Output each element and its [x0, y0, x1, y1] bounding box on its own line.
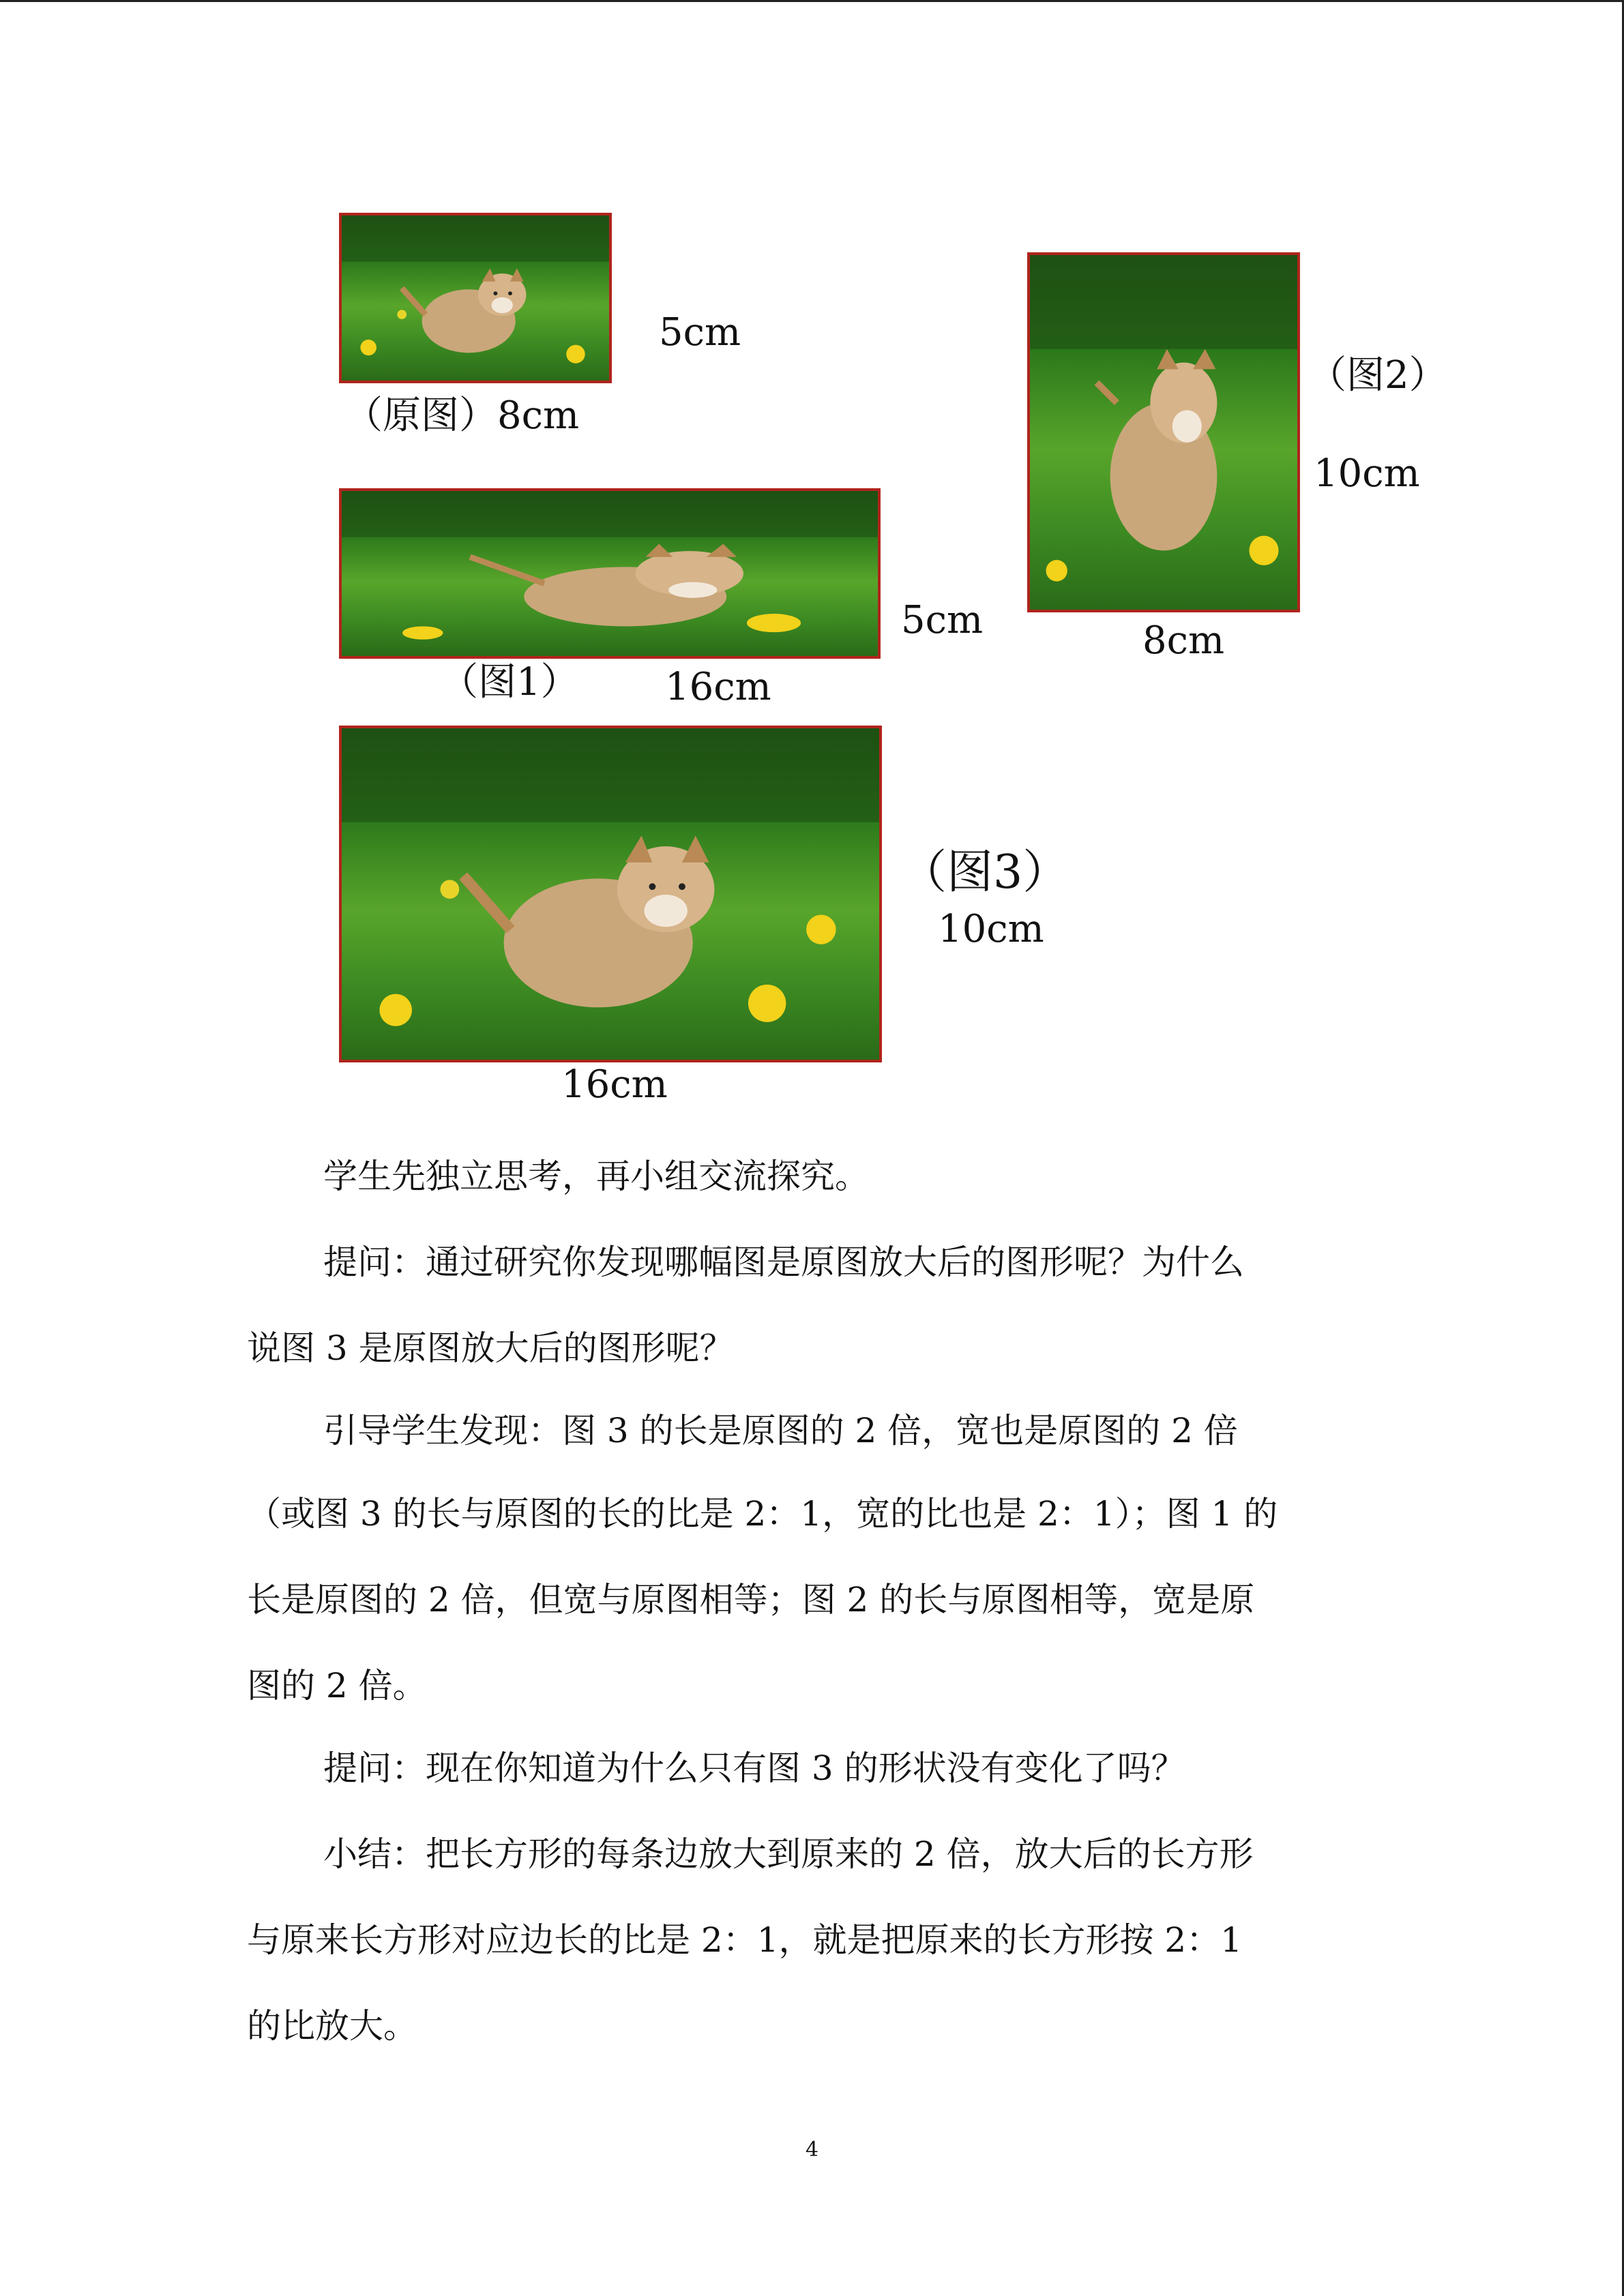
puppy-image-scaled [342, 728, 879, 1060]
fig1-caption: （图1） [440, 660, 579, 704]
paragraph-3: 引导学生发现：图 3 的长是原图的 2 倍，宽也是原图的 2 倍 [323, 1411, 1238, 1450]
paragraph-3-line2: （或图 3 的长与原图的长的比是 2：1，宽的比也是 2：1）；图 1 的 [247, 1494, 1278, 1534]
original-height-label: 5cm [659, 310, 741, 355]
paragraph-3-line4: 图的 2 倍。 [247, 1666, 427, 1705]
paragraph-2-cont: 说图 3 是原图放大后的图形呢？ [247, 1328, 734, 1368]
paragraph-4: 提问：现在你知道为什么只有图 3 的形状没有变化了吗？ [323, 1748, 1185, 1788]
paragraph-2: 提问：通过研究你发现哪幅图是原图放大后的图形呢？为什么 [323, 1242, 1244, 1282]
fig3-photo [339, 726, 882, 1062]
fig2-caption: （图2） [1308, 353, 1447, 398]
fig3-height-label: 10cm [938, 907, 1044, 951]
fig2-width-label: 8cm [1142, 618, 1225, 663]
paragraph-5-line2: 与原来长方形对应边长的比是 2：1，就是把原来的长方形按 2：1 [247, 1920, 1243, 1960]
fig3-caption: （图3） [900, 846, 1069, 899]
original-photo [339, 213, 612, 383]
page-border-top [0, 0, 1624, 2]
fig1-photo [339, 488, 881, 659]
fig1-width-label: 16cm [665, 665, 771, 709]
paragraph-5-line3: 的比放大。 [247, 2006, 417, 2046]
page-number: 4 [805, 2138, 819, 2162]
fig2-height-label: 10cm [1314, 451, 1420, 496]
puppy-image-stretched [342, 491, 878, 656]
fig3-width-label: 16cm [561, 1062, 668, 1107]
fig2-photo [1027, 252, 1300, 612]
puppy-image-tall [1030, 255, 1297, 610]
paragraph-3-line3: 长是原图的 2 倍，但宽与原图相等；图 2 的长与原图相等，宽是原 [247, 1580, 1255, 1620]
fig1-height-label: 5cm [901, 598, 984, 642]
puppy-image [342, 215, 609, 381]
paragraph-5: 小结：把长方形的每条边放大到原来的 2 倍，放大后的长方形 [323, 1834, 1254, 1874]
original-caption: （原图）8cm [344, 393, 580, 438]
paragraph-1: 学生先独立思考，再小组交流探究。 [323, 1157, 869, 1196]
